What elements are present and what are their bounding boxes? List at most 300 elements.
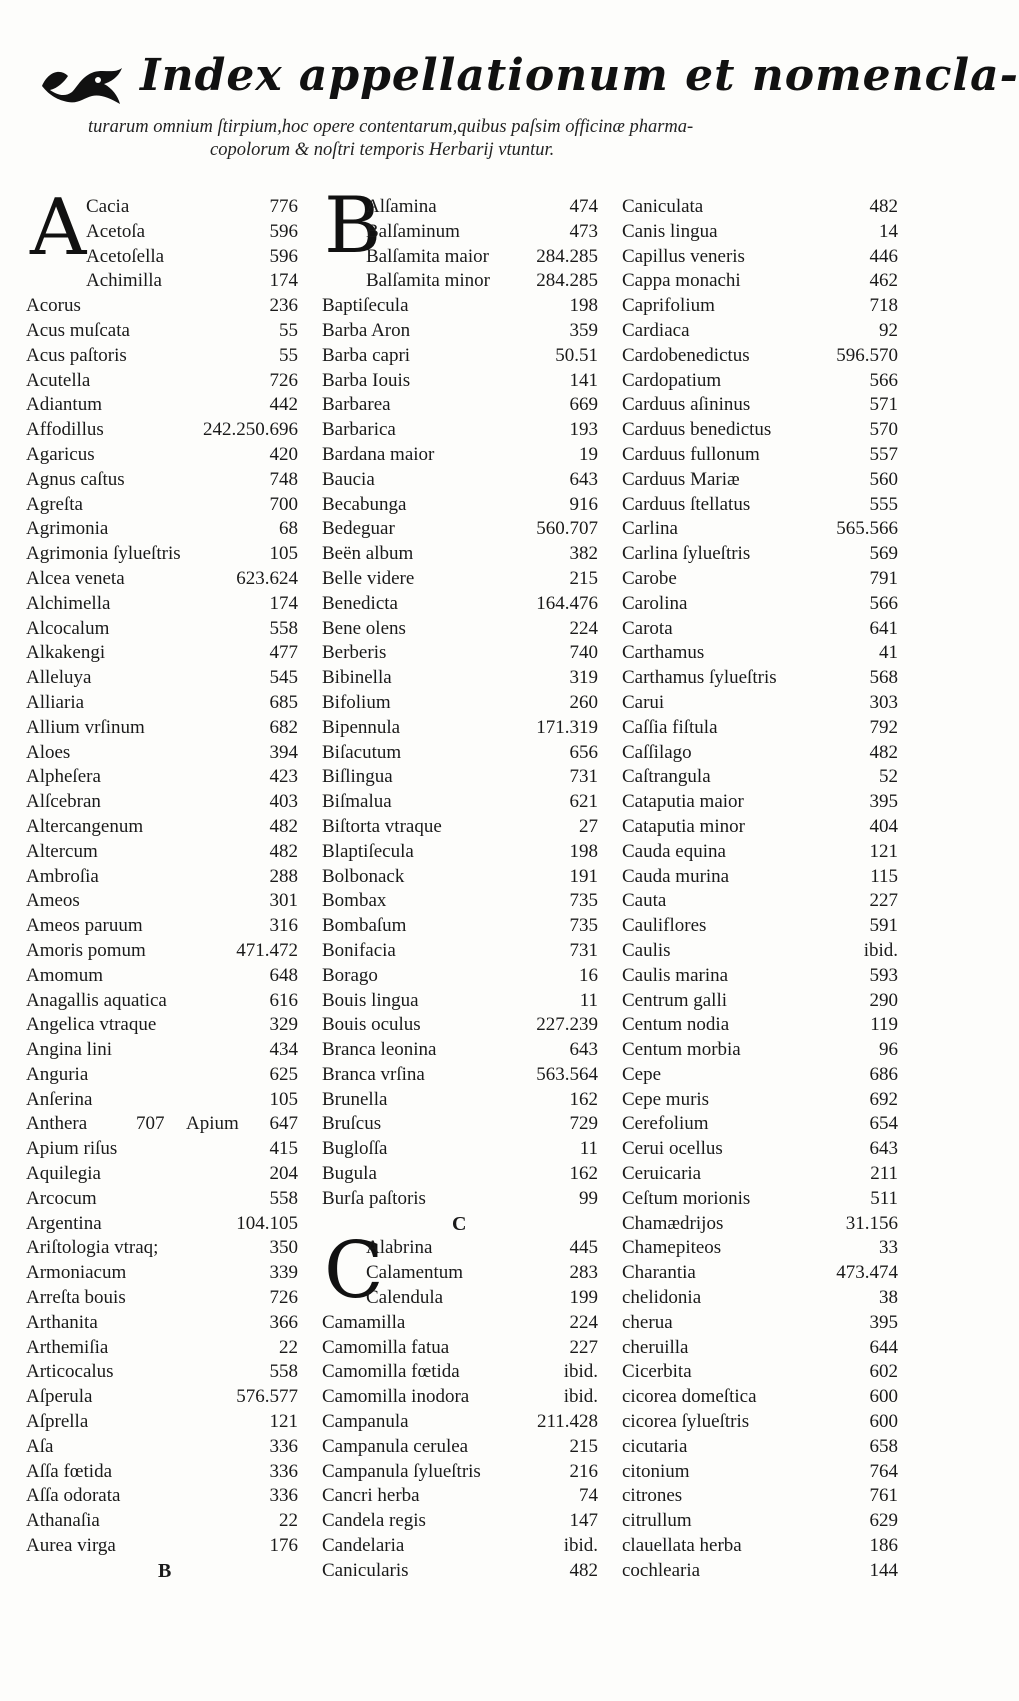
index-entry — [26, 468, 298, 493]
entry-name: Carduus benedictus — [622, 419, 772, 441]
index-entry — [322, 245, 598, 270]
entry-name: Ambroſia — [26, 865, 99, 887]
entry-name: Aſprella — [26, 1411, 89, 1433]
index-entry — [26, 716, 298, 741]
entry-name: Caniculata — [622, 196, 704, 217]
entry-page: 692 — [869, 1088, 898, 1110]
entry-name: Alabrina — [366, 1237, 433, 1259]
entry-page: 669 — [569, 394, 598, 416]
entry-page: 596.570 — [836, 344, 898, 366]
index-entry — [26, 641, 298, 666]
index-column-2 — [322, 181, 598, 1584]
index-entry — [622, 1162, 898, 1187]
index-entry — [26, 1137, 298, 1162]
index-entry — [26, 691, 298, 716]
index-entry — [622, 765, 898, 790]
index-entry — [622, 1187, 898, 1212]
entry-name: Branca leonina — [322, 1039, 437, 1061]
entry-name: Carolina — [622, 592, 688, 614]
entry-page: 600 — [869, 1411, 898, 1433]
index-entry — [322, 641, 598, 666]
entry-page: 55 — [279, 344, 298, 366]
entry-name: Carduus ſtellatus — [622, 493, 751, 515]
index-entry — [622, 1212, 898, 1237]
letter-a-block — [26, 183, 298, 294]
entry-name: Bipennula — [322, 716, 401, 738]
index-entry — [322, 865, 598, 890]
index-entry — [26, 1360, 298, 1385]
entry-page: 211.428 — [536, 1411, 598, 1433]
entry-page: 224 — [569, 617, 598, 639]
entry-name: Agnus caſtus — [26, 468, 125, 490]
entry-page: 625 — [269, 1063, 298, 1085]
entry-name: cicorea domeſtica — [622, 1386, 757, 1408]
index-entry — [26, 1212, 298, 1237]
entry-name: Alleluya — [26, 667, 92, 689]
entry-page: 382 — [569, 543, 598, 565]
index-entry — [322, 1311, 598, 1336]
entry-name: Carota — [622, 617, 673, 639]
entry-page: 566 — [869, 369, 898, 391]
entry-name: Biſmalua — [322, 791, 392, 813]
entry-name: Alſamina — [366, 196, 437, 217]
index-entry — [622, 741, 898, 766]
entry-name: Cauda murina — [622, 865, 730, 887]
index-entry — [26, 1534, 298, 1559]
entry-page: 336 — [269, 1460, 298, 1482]
subtitle-line-2: copolorum & noſtri temporis Herbarij vtuntur. — [210, 140, 555, 160]
entry-page: 596 — [269, 245, 298, 267]
entry-name: Apium — [186, 1113, 239, 1135]
entry-page: 656 — [569, 741, 598, 763]
entry-name: Aurea virga — [26, 1535, 116, 1557]
entry-name: Bolbonack — [322, 865, 405, 887]
entry-page: ibid. — [563, 1386, 598, 1408]
entry-name: Camomilla fœtida — [322, 1361, 460, 1383]
entry-page: 474 — [569, 196, 598, 217]
index-entry — [622, 195, 898, 220]
entry-name: Barba capri — [322, 344, 411, 366]
index-entry — [26, 889, 298, 914]
entry-page: 473.474 — [836, 1262, 898, 1284]
index-entry — [622, 1534, 898, 1559]
entry-page: 568 — [869, 667, 898, 689]
entry-name: Argentina — [26, 1212, 102, 1234]
initial-letter-c: C — [324, 1226, 384, 1317]
entry-page: 434 — [269, 1039, 298, 1061]
entry-page: 403 — [269, 791, 298, 813]
index-entry — [322, 1013, 598, 1038]
index-entry — [622, 517, 898, 542]
entry-name: clauellata herba — [622, 1535, 742, 1557]
entry-page: 591 — [869, 915, 898, 937]
entry-name: Adiantum — [26, 394, 102, 416]
index-entry — [26, 418, 298, 443]
entry-page: 22 — [279, 1336, 298, 1358]
index-entry — [322, 691, 598, 716]
index-entry — [622, 964, 898, 989]
index-entry — [26, 517, 298, 542]
index-entry — [622, 369, 898, 394]
index-entry — [26, 1509, 298, 1534]
index-entry — [322, 319, 598, 344]
entry-name: Bifolium — [322, 691, 391, 713]
entry-page: 558 — [269, 617, 298, 639]
entry-page: 193 — [569, 419, 598, 441]
index-entry — [622, 1509, 898, 1534]
entry-page: 729 — [569, 1113, 598, 1135]
index-entry — [322, 765, 598, 790]
entry-page: 301 — [269, 890, 298, 912]
entry-name: Anguria — [26, 1063, 89, 1085]
entry-page: 52 — [879, 766, 898, 788]
entry-name: Bouis lingua — [322, 989, 419, 1011]
entry-name: citonium — [622, 1460, 690, 1482]
entry-page: 482 — [869, 196, 898, 217]
entry-page: 700 — [269, 493, 298, 515]
entry-name: Arreſta bouis — [26, 1287, 126, 1309]
index-entry — [622, 418, 898, 443]
entry-page: 359 — [569, 319, 598, 341]
entry-page: 685 — [269, 691, 298, 713]
entry-page: ibid. — [863, 939, 898, 961]
entry-name: Cardobenedictus — [622, 344, 750, 366]
entry-page: 571 — [869, 394, 898, 416]
entry-name: Angelica vtraque — [26, 1014, 157, 1036]
entry-page: 707 — [136, 1113, 165, 1135]
entry-page: 776 — [269, 196, 298, 217]
index-entry — [26, 914, 298, 939]
entry-name: Acetoſa — [86, 220, 146, 242]
entry-name: Borago — [322, 964, 378, 986]
index-entry — [622, 269, 898, 294]
entry-page: 288 — [269, 865, 298, 887]
entry-page: 442 — [269, 394, 298, 416]
index-entry — [26, 592, 298, 617]
entry-name: Articocalus — [26, 1361, 114, 1383]
index-entry — [622, 592, 898, 617]
index-entry — [622, 1236, 898, 1261]
entry-page: 211 — [870, 1163, 898, 1185]
entry-page: 319 — [569, 667, 598, 689]
entry-name: Barbarica — [322, 419, 396, 441]
entry-name: Brunella — [322, 1088, 388, 1110]
entry-page: 576.577 — [236, 1386, 298, 1408]
entry-page: 50.51 — [555, 344, 598, 366]
entry-page: 916 — [569, 493, 598, 515]
entry-page: 41 — [879, 642, 898, 664]
index-entry — [26, 790, 298, 815]
entry-name: Balſaminum — [366, 220, 460, 242]
entry-page: 545 — [269, 667, 298, 689]
entry-page: 643 — [569, 468, 598, 490]
entry-name: Caſtrangula — [622, 766, 711, 788]
entry-page: 761 — [869, 1485, 898, 1507]
entry-page: 395 — [869, 1311, 898, 1333]
entry-page: 350 — [269, 1237, 298, 1259]
index-entry — [622, 914, 898, 939]
index-entry — [322, 1534, 598, 1559]
index-entry — [26, 666, 298, 691]
entry-name: cheruilla — [622, 1336, 689, 1358]
entry-page: 215 — [569, 567, 598, 589]
index-entry — [26, 1261, 298, 1286]
entry-name: Ariſtologia vtraq; — [26, 1237, 159, 1259]
entry-name: Acus paſtoris — [26, 344, 127, 366]
entry-page: 147 — [569, 1510, 598, 1532]
index-entry — [622, 666, 898, 691]
entry-page: 227.239 — [536, 1014, 598, 1036]
entry-page: 283 — [569, 1262, 598, 1284]
entry-page: 174 — [269, 270, 298, 292]
index-entry — [622, 641, 898, 666]
entry-page: 404 — [869, 815, 898, 837]
entry-name: Caſſia fiſtula — [622, 716, 718, 738]
entry-name: Armoniacum — [26, 1262, 127, 1284]
entry-name: Chamepiteos — [622, 1237, 722, 1259]
entry-name: Candelaria — [322, 1535, 405, 1557]
entry-page: 686 — [869, 1063, 898, 1085]
entry-page: 215 — [569, 1435, 598, 1457]
entry-page: 511 — [870, 1187, 898, 1209]
entry-page: 764 — [869, 1460, 898, 1482]
entry-page: 68 — [279, 518, 298, 540]
entry-name: Caulis — [622, 939, 671, 961]
entry-page: 735 — [569, 890, 598, 912]
entry-name: Canis lingua — [622, 220, 718, 242]
entry-name: Acorus — [26, 295, 81, 317]
entry-page: 38 — [879, 1287, 898, 1309]
entry-name: Affodillus — [26, 419, 104, 441]
entry-page: 14 — [879, 220, 898, 242]
index-entry — [26, 1410, 298, 1435]
index-column-1 — [26, 183, 298, 1584]
page-header — [0, 40, 1019, 170]
entry-name: Calendula — [366, 1287, 444, 1309]
entry-page: 735 — [569, 915, 598, 937]
entry-page: 791 — [869, 567, 898, 589]
index-entry — [322, 1162, 598, 1187]
entry-page: 482 — [269, 840, 298, 862]
index-entry — [26, 319, 298, 344]
entry-page: 420 — [269, 443, 298, 465]
index-entry — [26, 1013, 298, 1038]
index-entry — [26, 393, 298, 418]
index-entry — [26, 1460, 298, 1485]
entry-name: Amomum — [26, 964, 104, 986]
entry-name: Cauliflores — [622, 915, 707, 937]
index-entry — [622, 344, 898, 369]
index-entry — [26, 567, 298, 592]
entry-page: 96 — [879, 1039, 898, 1061]
index-entry — [622, 468, 898, 493]
entry-name: Amoris pomum — [26, 939, 146, 961]
index-entry — [622, 1286, 898, 1311]
index-entry — [322, 269, 598, 294]
entry-name: Chamædrijos — [622, 1212, 724, 1234]
index-entry — [26, 1311, 298, 1336]
index-entry — [622, 220, 898, 245]
index-entry — [322, 195, 598, 220]
index-entry — [322, 716, 598, 741]
index-entry — [622, 319, 898, 344]
index-entry — [322, 443, 598, 468]
entry-page: 303 — [869, 691, 898, 713]
letter-b-block — [322, 181, 598, 294]
entry-name: cherua — [622, 1311, 673, 1333]
entry-name: Cappa monachi — [622, 270, 741, 292]
entry-page: 643 — [869, 1138, 898, 1160]
index-entry — [322, 1484, 598, 1509]
entry-name: Anthera — [26, 1113, 88, 1135]
index-entry — [322, 1435, 598, 1460]
entry-name: Beën album — [322, 543, 414, 565]
index-entry — [322, 964, 598, 989]
entry-page: 33 — [879, 1237, 898, 1259]
entry-name: Carlina ſylueſtris — [622, 543, 751, 565]
entry-name: Burſa paſtoris — [322, 1187, 426, 1209]
entry-page: 731 — [569, 939, 598, 961]
entry-name: Biſtorta vtraque — [322, 815, 442, 837]
entry-name: chelidonia — [622, 1287, 702, 1309]
entry-name: Altercangenum — [26, 815, 144, 837]
entry-name: Acutella — [26, 369, 91, 391]
entry-page: 141 — [569, 369, 598, 391]
index-entry — [622, 617, 898, 642]
index-entry — [622, 1559, 898, 1584]
index-entry — [622, 716, 898, 741]
entry-page: 593 — [869, 964, 898, 986]
entry-name: Belle videre — [322, 567, 415, 589]
index-entry — [26, 369, 298, 394]
entry-page: 366 — [269, 1311, 298, 1333]
entry-page: 718 — [869, 295, 898, 317]
entry-page: 629 — [869, 1510, 898, 1532]
entry-name: Anagallis aquatica — [26, 989, 167, 1011]
entry-name: Baptiſecula — [322, 295, 409, 317]
index-entry — [322, 815, 598, 840]
entry-name: Ceruicaria — [622, 1163, 702, 1185]
index-entry — [26, 220, 298, 245]
index-entry — [622, 1336, 898, 1361]
index-entry — [26, 1484, 298, 1509]
index-entry — [322, 790, 598, 815]
entry-page: 290 — [869, 989, 898, 1011]
index-entry — [622, 542, 898, 567]
index-entry — [26, 865, 298, 890]
entry-name: Becabunga — [322, 493, 407, 515]
initial-letter-b: B — [324, 181, 382, 271]
index-entry — [26, 964, 298, 989]
fleuron-ornament-icon — [38, 58, 126, 108]
entry-page: 740 — [569, 642, 598, 664]
index-entry — [322, 220, 598, 245]
index-entry — [322, 418, 598, 443]
index-entry — [26, 840, 298, 865]
entry-name: Allium vrſinum — [26, 716, 145, 738]
entry-page: 446 — [869, 245, 898, 267]
index-entry — [622, 443, 898, 468]
entry-name: Carlina — [622, 518, 678, 540]
entry-page: ibid. — [563, 1535, 598, 1557]
entry-page: 792 — [869, 716, 898, 738]
entry-page: 336 — [269, 1435, 298, 1457]
entry-page: 563.564 — [536, 1063, 598, 1085]
entry-page: 242.250.696 — [203, 419, 298, 441]
entry-name: Centrum galli — [622, 989, 728, 1011]
entry-name: Baucia — [322, 468, 375, 490]
entry-name: Ceſtum morionis — [622, 1187, 751, 1209]
entry-page: 198 — [569, 840, 598, 862]
entry-page: 658 — [869, 1435, 898, 1457]
entry-page: 31.156 — [845, 1212, 898, 1234]
entry-name: Anſerina — [26, 1088, 93, 1110]
index-entry — [26, 195, 298, 220]
index-entry — [322, 1137, 598, 1162]
entry-page: 329 — [269, 1014, 298, 1036]
entry-name: citrullum — [622, 1510, 692, 1532]
index-entry — [322, 889, 598, 914]
index-entry — [622, 1410, 898, 1435]
entry-name: Agrimonia ſylueſtris — [26, 543, 181, 565]
entry-page: 260 — [569, 691, 598, 713]
entry-page: 482 — [869, 741, 898, 763]
entry-page: 224 — [569, 1311, 598, 1333]
entry-name: Caſſilago — [622, 741, 692, 763]
index-entry — [622, 245, 898, 270]
index-entry — [322, 493, 598, 518]
index-entry — [622, 1088, 898, 1113]
entry-name: Bibinella — [322, 667, 392, 689]
index-entry — [26, 493, 298, 518]
index-entry — [26, 765, 298, 790]
entry-name: Candela regis — [322, 1510, 426, 1532]
entry-name: Agaricus — [26, 443, 95, 465]
entry-page: 726 — [269, 1287, 298, 1309]
entry-name: Campanula cerulea — [322, 1435, 469, 1457]
entry-name: Agreſta — [26, 493, 83, 515]
entry-page: 555 — [869, 493, 898, 515]
entry-page: 647 — [269, 1113, 298, 1135]
entry-page: 119 — [870, 1014, 898, 1036]
entry-name: Alſcebran — [26, 791, 101, 813]
entry-name: Bene olens — [322, 617, 406, 639]
entry-page: 462 — [869, 270, 898, 292]
entry-page: 423 — [269, 766, 298, 788]
entry-page: 445 — [569, 1237, 598, 1259]
index-entry — [322, 1038, 598, 1063]
entry-name: Cerefolium — [622, 1113, 709, 1135]
entry-page: 482 — [269, 815, 298, 837]
entry-page: 569 — [869, 543, 898, 565]
index-entry — [322, 567, 598, 592]
entry-name: Cardiaca — [622, 319, 690, 341]
entry-page: 105 — [269, 1088, 298, 1110]
index-entry — [622, 1038, 898, 1063]
entry-name: Bugula — [322, 1163, 377, 1185]
entry-page: 477 — [269, 642, 298, 664]
entry-page: 227 — [569, 1336, 598, 1358]
entry-name: Bombax — [322, 890, 387, 912]
index-entry — [622, 493, 898, 518]
entry-name: Blaptiſecula — [322, 840, 414, 862]
entry-page: 394 — [269, 741, 298, 763]
entry-page: 566 — [869, 592, 898, 614]
entry-page: 16 — [579, 964, 598, 986]
entry-page: 558 — [269, 1361, 298, 1383]
index-entry — [322, 1112, 598, 1137]
entry-name: Barbarea — [322, 394, 391, 416]
